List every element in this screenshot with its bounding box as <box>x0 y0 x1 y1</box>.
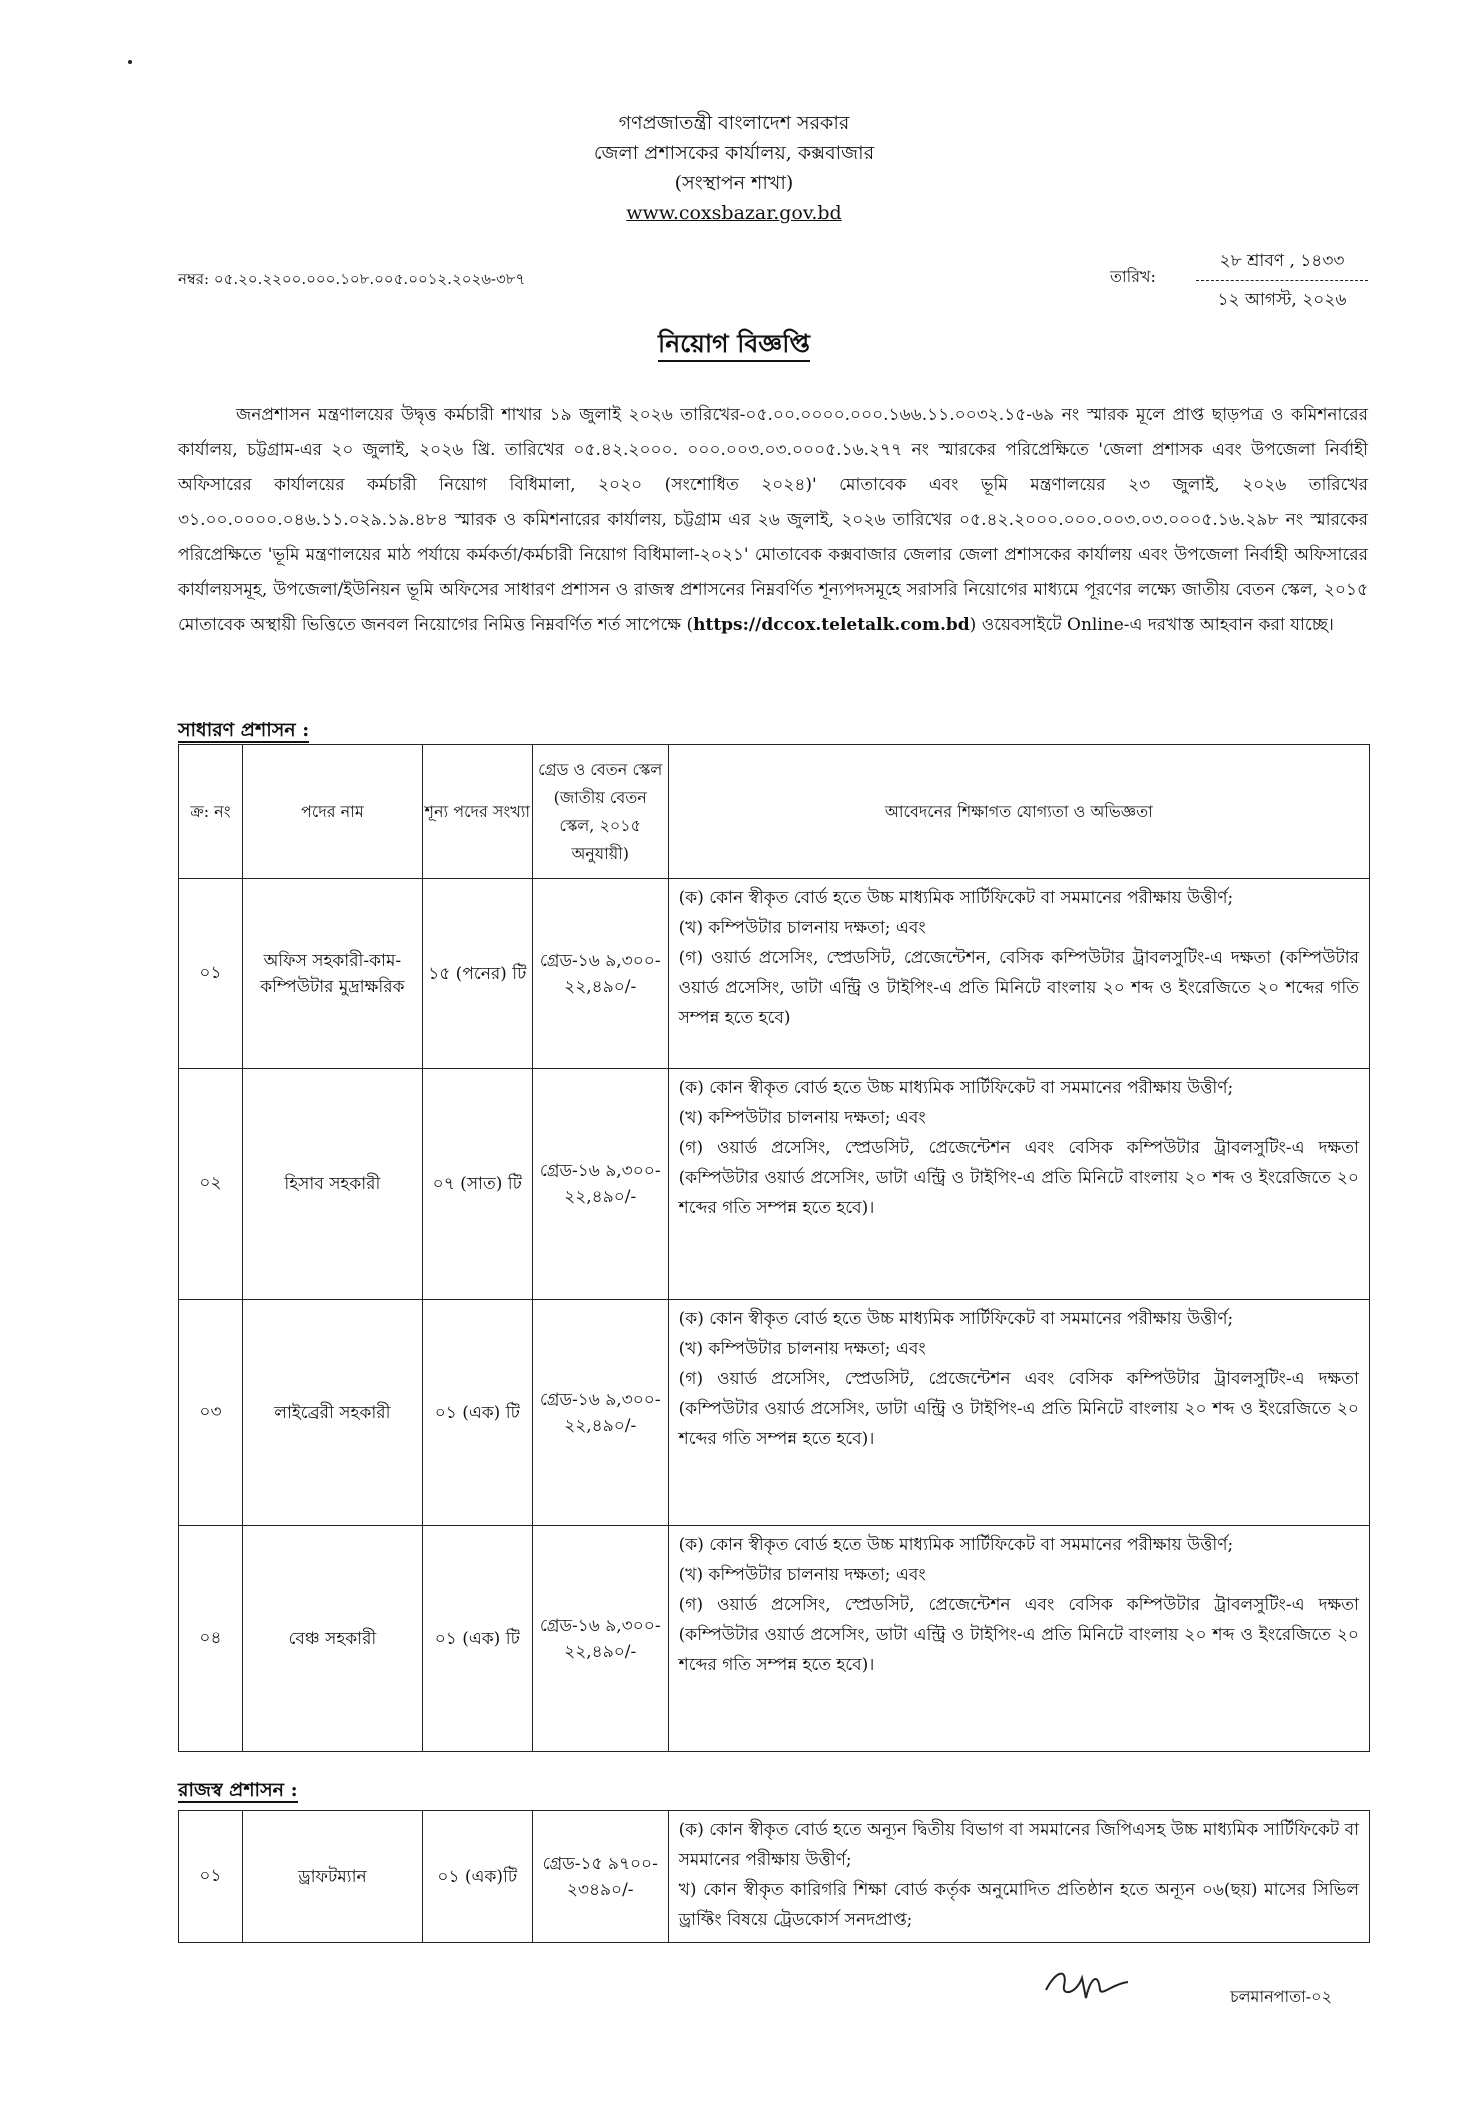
row-grade: গ্রেড-১৫ ৯৭০০- ২৩৪৯০/- <box>532 1811 668 1943</box>
table-row <box>179 879 1370 1069</box>
date-label: তারিখ: <box>1110 267 1156 286</box>
req-b: (খ) কম্পিউটার চালনায় দক্ষতা; এবং <box>678 1339 926 1359</box>
table-row <box>179 1069 1370 1300</box>
letterhead <box>0 108 1468 228</box>
row-serial: ০১ <box>179 879 243 1069</box>
req-c: (গ) ওয়ার্ড প্রসেসিং, স্প্রেডসিট, প্রেজেন্টেশন এবং বেসিক কম্পিউটার ট্রাবলসুটিং-এ দক্ষতা (কম্পিউটার ওয়ার্ড প্রসেসিং, ডাটা এন্ট্রি ও টাইপিং-এ প্রতি মিনিটে বাংলায় ২০ শব্দ ও ইংরেজিতে ২০ শব্দের গতি সম্পন্ন হতে হবে)। <box>678 1138 1359 1218</box>
req-a: (ক) কোন স্বীকৃত বোর্ড হতে অন্যূন দ্বিতীয় বিভাগ বা সমমানের জিপিএসহ উচ্চ মাধ্যমিক সার্টিফিকেট বা সমমানের পরীক্ষায় উত্তীর্ণ; <box>678 1820 1359 1870</box>
row-grade: গ্রেড-১৬ ৯,৩০০- ২২,৪৯০/- <box>532 1069 668 1300</box>
website-link[interactable]: www.coxsbazar.gov.bd <box>626 202 842 224</box>
req-c: (গ) ওয়ার্ড প্রসেসিং, স্প্রেডসিট, প্রেজেন্টেশন এবং বেসিক কম্পিউটার ট্রাবলসুটিং-এ দক্ষতা (কম্পিউটার ওয়ার্ড প্রসেসিং, ডাটা এন্ট্রি ও টাইপিং-এ প্রতি মিনিটে বাংলায় ২০ শব্দ ও ইংরেজিতে ২০ শব্দের গতি সম্পন্ন হতে হবে)। <box>678 1595 1359 1675</box>
memo-number: নম্বর: ০৫.২০.২২০০.০০০.১০৮.০০৫.০০১২.২০২৬-৩৮৭ <box>178 270 526 288</box>
date-bangla: ২৮ শ্রাবণ , ১৪৩৩ <box>1196 248 1368 281</box>
revenue-posts-table <box>178 1810 1370 1943</box>
row-requirements <box>668 1300 1369 1526</box>
row-post: ড্রাফটম্যান <box>242 1811 422 1943</box>
table-row <box>179 1526 1370 1752</box>
row-requirements <box>668 879 1369 1069</box>
date-gregorian: ১২ আগস্ট, ২০২৬ <box>1217 290 1347 310</box>
table-row <box>179 1300 1370 1526</box>
branch-name: (সংস্থাপন শাখা) <box>674 172 794 194</box>
req-a: (ক) কোন স্বীকৃত বোর্ড হতে উচ্চ মাধ্যমিক সার্টিফিকেট বা সমমানের পরীক্ষায় উত্তীর্ণ; <box>678 1309 1234 1329</box>
notice-title <box>0 324 1468 367</box>
scan-mark <box>128 60 132 64</box>
col-post: পদের নাম <box>242 745 422 879</box>
row-grade: গ্রেড-১৬ ৯,৩০০- ২২,৪৯০/- <box>532 879 668 1069</box>
revenue-section-title <box>178 1776 298 1808</box>
row-requirements <box>668 1526 1369 1752</box>
req-a: (ক) কোন স্বীকৃত বোর্ড হতে উচ্চ মাধ্যমিক সার্টিফিকেট বা সমমানের পরীক্ষায় উত্তীর্ণ; <box>678 888 1234 908</box>
intro-text-2: ) ওয়েবসাইটে Online-এ দরখাস্ত আহবান করা যাচ্ছে। <box>969 615 1334 635</box>
row-vacancy: ০১ (এক) টি <box>422 1300 532 1526</box>
req-b: (খ) কম্পিউটার চালনায় দক্ষতা; এবং <box>678 918 926 938</box>
row-vacancy: ০৭ (সাত) টি <box>422 1069 532 1300</box>
row-grade: গ্রেড-১৬ ৯,৩০০- ২২,৪৯০/- <box>532 1300 668 1526</box>
continuation-note: চলমানপাতা-০২ <box>1230 1987 1332 2006</box>
req-b: খ) কোন স্বীকৃত কারিগরি শিক্ষা বোর্ড কর্তৃক অনুমোদিত প্রতিষ্ঠান হতে অন্যূন ০৬(ছয়) মাসের সিভিল ড্রাফ্টিং বিষয়ে ট্রেডকোর্স সনদপ্রাপ্ত; <box>678 1880 1359 1930</box>
revenue-section-title-text: রাজস্ব প্রশাসন : <box>178 1779 298 1801</box>
row-grade: গ্রেড-১৬ ৯,৩০০- ২২,৪৯০/- <box>532 1526 668 1752</box>
col-vacancy: শূন্য পদের সংখ্যা <box>422 745 532 879</box>
row-serial: ০৪ <box>179 1526 243 1752</box>
application-link[interactable]: https://dccox.teletalk.com.bd <box>693 615 970 635</box>
row-serial: ০৩ <box>179 1300 243 1526</box>
notice-title-text: নিয়োগ বিজ্ঞপ্তি <box>658 329 810 362</box>
row-serial: ০১ <box>179 1811 243 1943</box>
row-post: হিসাব সহকারী <box>242 1069 422 1300</box>
row-post: অফিস সহকারী-কাম-কম্পিউটার মুদ্রাক্ষরিক <box>242 879 422 1069</box>
row-vacancy: ০১ (এক)টি <box>422 1811 532 1943</box>
req-a: (ক) কোন স্বীকৃত বোর্ড হতে উচ্চ মাধ্যমিক সার্টিফিকেট বা সমমানের পরীক্ষায় উত্তীর্ণ; <box>678 1535 1234 1555</box>
table-header-row <box>179 745 1370 879</box>
req-a: (ক) কোন স্বীকৃত বোর্ড হতে উচ্চ মাধ্যমিক সার্টিফিকেট বা সমমানের পরীক্ষায় উত্তীর্ণ; <box>678 1078 1234 1098</box>
row-vacancy: ০১ (এক) টি <box>422 1526 532 1752</box>
req-c: (গ) ওয়ার্ড প্রসেসিং, স্প্রেডসিট, প্রেজেন্টেশন এবং বেসিক কম্পিউটার ট্রাবলসুটিং-এ দক্ষতা (কম্পিউটার ওয়ার্ড প্রসেসিং, ডাটা এন্ট্রি ও টাইপিং-এ প্রতি মিনিটে বাংলায় ২০ শব্দ ও ইংরেজিতে ২০ শব্দের গতি সম্পন্ন হতে হবে)। <box>678 1369 1359 1449</box>
row-post: লাইব্রেরী সহকারী <box>242 1300 422 1526</box>
row-vacancy: ১৫ (পনের) টি <box>422 879 532 1069</box>
col-grade: গ্রেড ও বেতন স্কেল (জাতীয় বেতন স্কেল, ২০১৫ অনুযায়ী) <box>532 745 668 879</box>
intro-paragraph <box>178 398 1368 643</box>
row-post: বেঞ্চ সহকারী <box>242 1526 422 1752</box>
row-requirements <box>668 1069 1369 1300</box>
table-row <box>179 1811 1370 1943</box>
intro-text-1: জনপ্রশাসন মন্ত্রণালয়ের উদ্বৃত্ত কর্মচারী শাখার ১৯ জুলাই ২০২৬ তারিখের-০৫.০০.০০০০.০০০.১৬৬.১১.০০৩২.১৫-৬৯ নং স্মারক মূলে প্রাপ্ত ছাড়পত্র ও কমিশনারের কার্যালয়, চট্টগ্রাম-এর ২০ জুলাই, ২০২৬ খ্রি. তারিখের ০৫.৪২.২০০০. ০০০.০০৩.০৩.০০০৫.১৬.২৭৭ নং স্মারকের পরিপ্রেক্ষিতে 'জেলা প্রশাসক এবং উপজেলা নির্বাহী অফিসারের কার্যালয়ের কর্মচারী নিয়োগ বিধিমালা, ২০২০ (সংশোধিত ২০২৪)' মোতাবেক এবং ভূমি মন্ত্রণালয়ের ২৩ জুলাই, ২০২৬ তারিখের ৩১.০০.০০০০.০৪৬.১১.০২৯.১৯.৪৮৪ স্মারক ও কমিশনারের কার্যালয়, চট্টগ্রাম এর ২৬ জুলাই, ২০২৬ তারিখের ০৫.৪২.২০০০.০০০.০০৩.০৩.০০০৫.১৬.২৯৮ নং স্মারকের পরিপ্রেক্ষিতে 'ভূমি মন্ত্রণালয়ের মাঠ পর্যায়ে কর্মকর্তা/কর্মচারী নিয়োগ বিধিমালা-২০২১' মোতাবেক কক্সবাজার জেলার জেলা প্রশাসকের কার্যালয় এবং উপজেলা নির্বাহী অফিসারের কার্যালয়সমূহ, উপজেলা/ইউনিয়ন ভূমি অফিসের সাধারণ প্রশাসন ও রাজস্ব প্রশাসনের নিম্নবর্ণিত শূন্যপদসমূহে সরাসরি নিয়োগের মাধ্যমে পূরণের লক্ষ্যে জাতীয় বেতন স্কেল, ২০১৫ মোতাবেক অস্থায়ী ভিত্তিতে জনবল নিয়োগের নিমিত্ত নিম্নবর্ণিত শর্ত সাপেক্ষে ( <box>178 405 1368 635</box>
req-c: (গ) ওয়ার্ড প্রসেসিং, স্প্রেডসিট, প্রেজেন্টেশন, বেসিক কম্পিউটার ট্রাবলসুটিং-এ দক্ষতা (কম্পিউটার ওয়ার্ড প্রসেসিং, ডাটা এন্ট্রি ও টাইপিং-এ প্রতি মিনিটে বাংলায় ২০ শব্দ ও ইংরেজিতে ২০ শব্দের গতি সম্পন্ন হতে হবে) <box>678 948 1359 1028</box>
row-serial: ০২ <box>179 1069 243 1300</box>
date-block <box>1196 248 1368 315</box>
office-name: জেলা প্রশাসকের কার্যালয়, কক্সবাজার <box>593 142 875 164</box>
row-requirements <box>668 1811 1369 1943</box>
general-section-title-text: সাধারণ প্রশাসন : <box>178 719 310 741</box>
col-requirements: আবেদনের শিক্ষাগত যোগ্যতা ও অভিজ্ঞতা <box>668 745 1369 879</box>
req-b: (খ) কম্পিউটার চালনায় দক্ষতা; এবং <box>678 1108 926 1128</box>
govt-name: গণপ্রজাতন্ত্রী বাংলাদেশ সরকার <box>618 112 850 134</box>
col-serial: ক্র: নং <box>179 745 243 879</box>
general-posts-table <box>178 744 1370 1752</box>
signature-mark <box>1042 1960 1132 2004</box>
req-b: (খ) কম্পিউটার চালনায় দক্ষতা; এবং <box>678 1565 926 1585</box>
